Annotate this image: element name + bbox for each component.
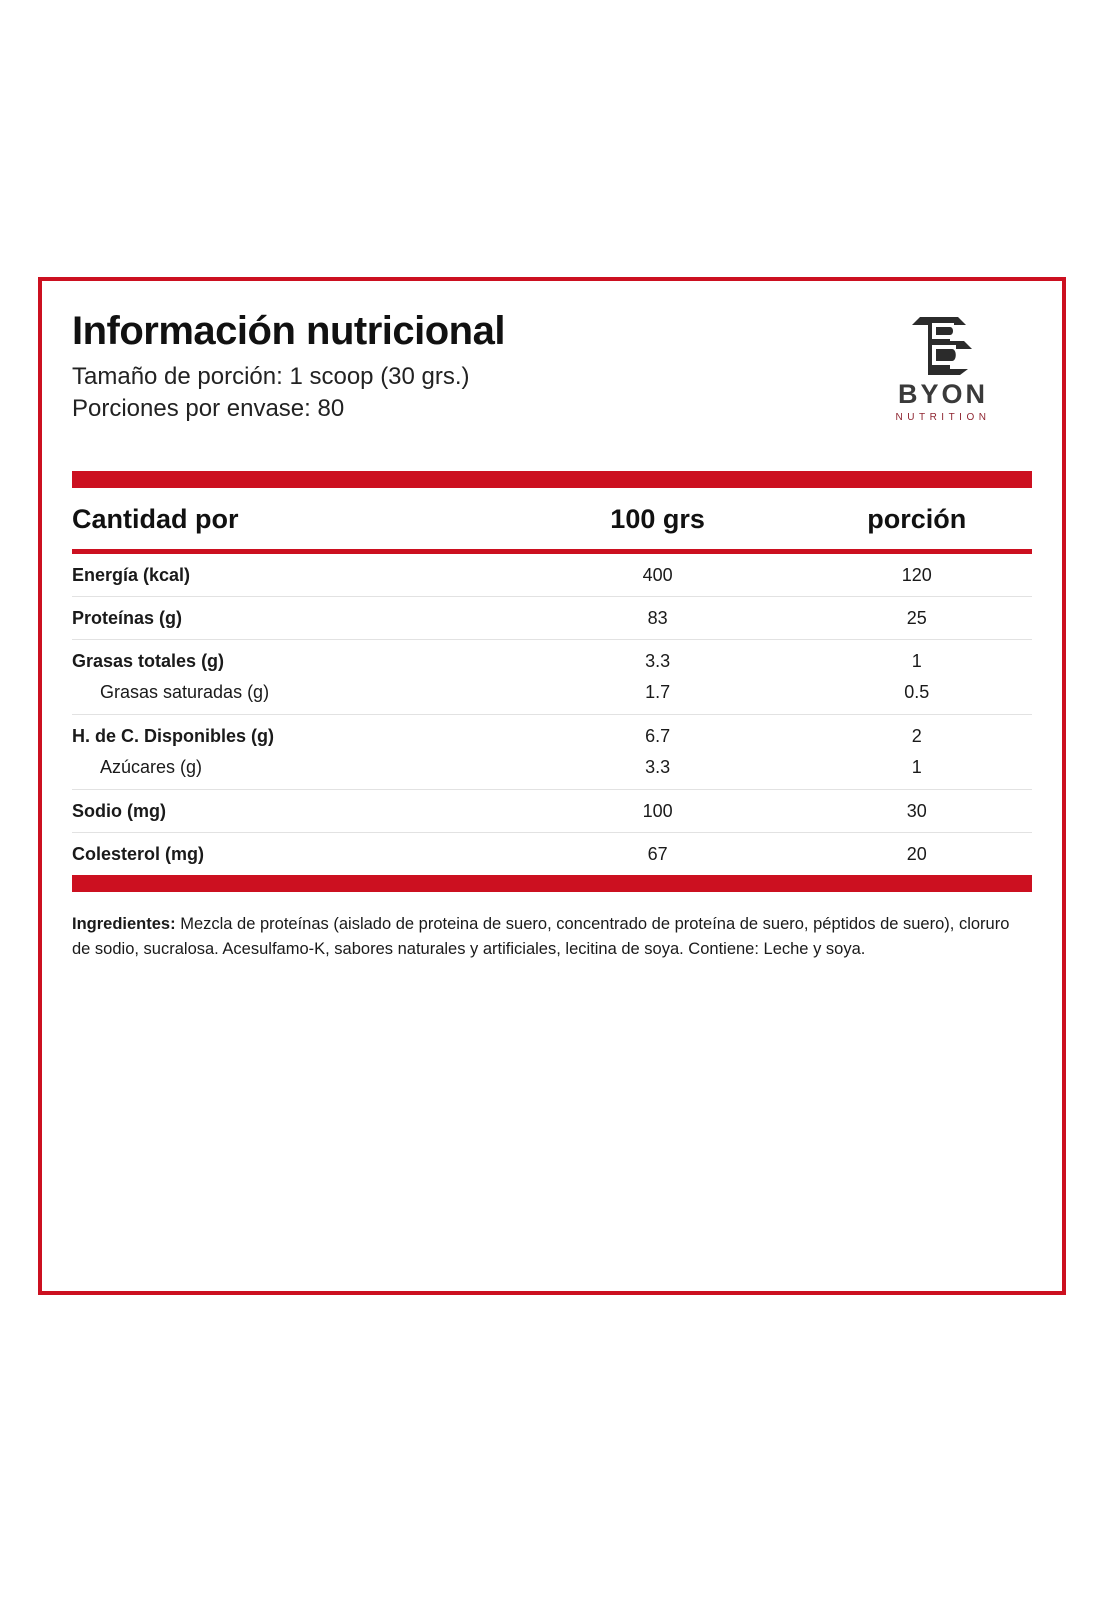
panel-content — [72, 309, 1032, 978]
ingredients-paragraph — [72, 912, 1032, 962]
row-value-100g: 6.7 — [514, 715, 802, 758]
header-per-100g: 100 grs — [610, 504, 705, 534]
table-row — [72, 640, 1032, 683]
row-value-100g: 67 — [514, 833, 802, 876]
row-label: Colesterol (mg) — [72, 833, 514, 876]
table-row — [72, 554, 1032, 597]
subrow-value-portion: 0.5 — [904, 682, 930, 702]
nutrition-facts-panel — [38, 277, 1066, 1295]
row-label: Proteínas (g) — [72, 597, 514, 640]
subrow-label: Azúcares (g) — [100, 757, 203, 777]
table-row — [72, 833, 1032, 876]
row-value-portion: 1 — [802, 640, 1032, 683]
subrow-value-100g: 1.7 — [645, 682, 671, 702]
table-head — [72, 488, 1032, 549]
nutrition-table-wrapper — [72, 471, 1032, 892]
ingredients-text: Mezcla de proteínas (aislado de proteina de suero, concentrado de proteína de suero, péptidos de suero), cloruro de sodio, sucralosa. Acesulfamo-K, sabores naturales y artificiales, lecitina de soya. Contiene: Leche y soya. — [72, 915, 1010, 958]
row-value-100g: 83 — [514, 597, 802, 640]
table-header-row — [72, 488, 1032, 549]
page-title: Información nutricional — [72, 309, 505, 353]
brand-name: BYON — [897, 379, 988, 409]
brand-tagline: NUTRITION — [895, 412, 991, 423]
table-row — [72, 715, 1032, 758]
subrow-label: Grasas saturadas (g) — [100, 682, 270, 702]
table-bottom-bar — [72, 875, 1032, 892]
brand-logo — [868, 315, 1018, 423]
header-amount-per: Cantidad por — [72, 504, 239, 534]
row-label: Energía (kcal) — [72, 565, 191, 585]
table-top-bar — [72, 471, 1032, 488]
row-value-portion: 25 — [802, 597, 1032, 640]
row-label: H. de C. Disponibles (g) — [72, 715, 514, 758]
ingredients-heading: Ingredientes: — [72, 915, 176, 933]
serving-size-text: Tamaño de porción: 1 scoop (30 grs.) — [72, 363, 470, 390]
row-label: Sodio (mg) — [72, 790, 514, 833]
table-body — [72, 554, 1032, 875]
header-per-portion: porción — [867, 504, 967, 534]
row-value-portion: 30 — [802, 790, 1032, 833]
row-label: Grasas totales (g) — [72, 640, 514, 683]
servings-per-container-text: Porciones por envase: 80 — [72, 395, 345, 423]
subrow-value-100g: 3.3 — [645, 757, 671, 777]
subrow-value-portion: 1 — [911, 757, 922, 777]
row-value-100g: 100 — [514, 790, 802, 833]
table-row — [72, 790, 1032, 833]
table-subrow — [72, 682, 1032, 715]
row-value-portion: 120 — [901, 565, 932, 585]
table-row — [72, 597, 1032, 640]
row-value-100g: 3.3 — [514, 640, 802, 683]
nutrition-table-body — [72, 554, 1032, 875]
label-header — [72, 309, 1032, 449]
row-value-100g: 400 — [642, 565, 673, 585]
row-value-portion: 2 — [802, 715, 1032, 758]
table-subrow — [72, 757, 1032, 790]
row-value-portion: 20 — [802, 833, 1032, 876]
nutrition-table — [72, 488, 1032, 549]
brand-monogram-icon — [868, 315, 1018, 377]
